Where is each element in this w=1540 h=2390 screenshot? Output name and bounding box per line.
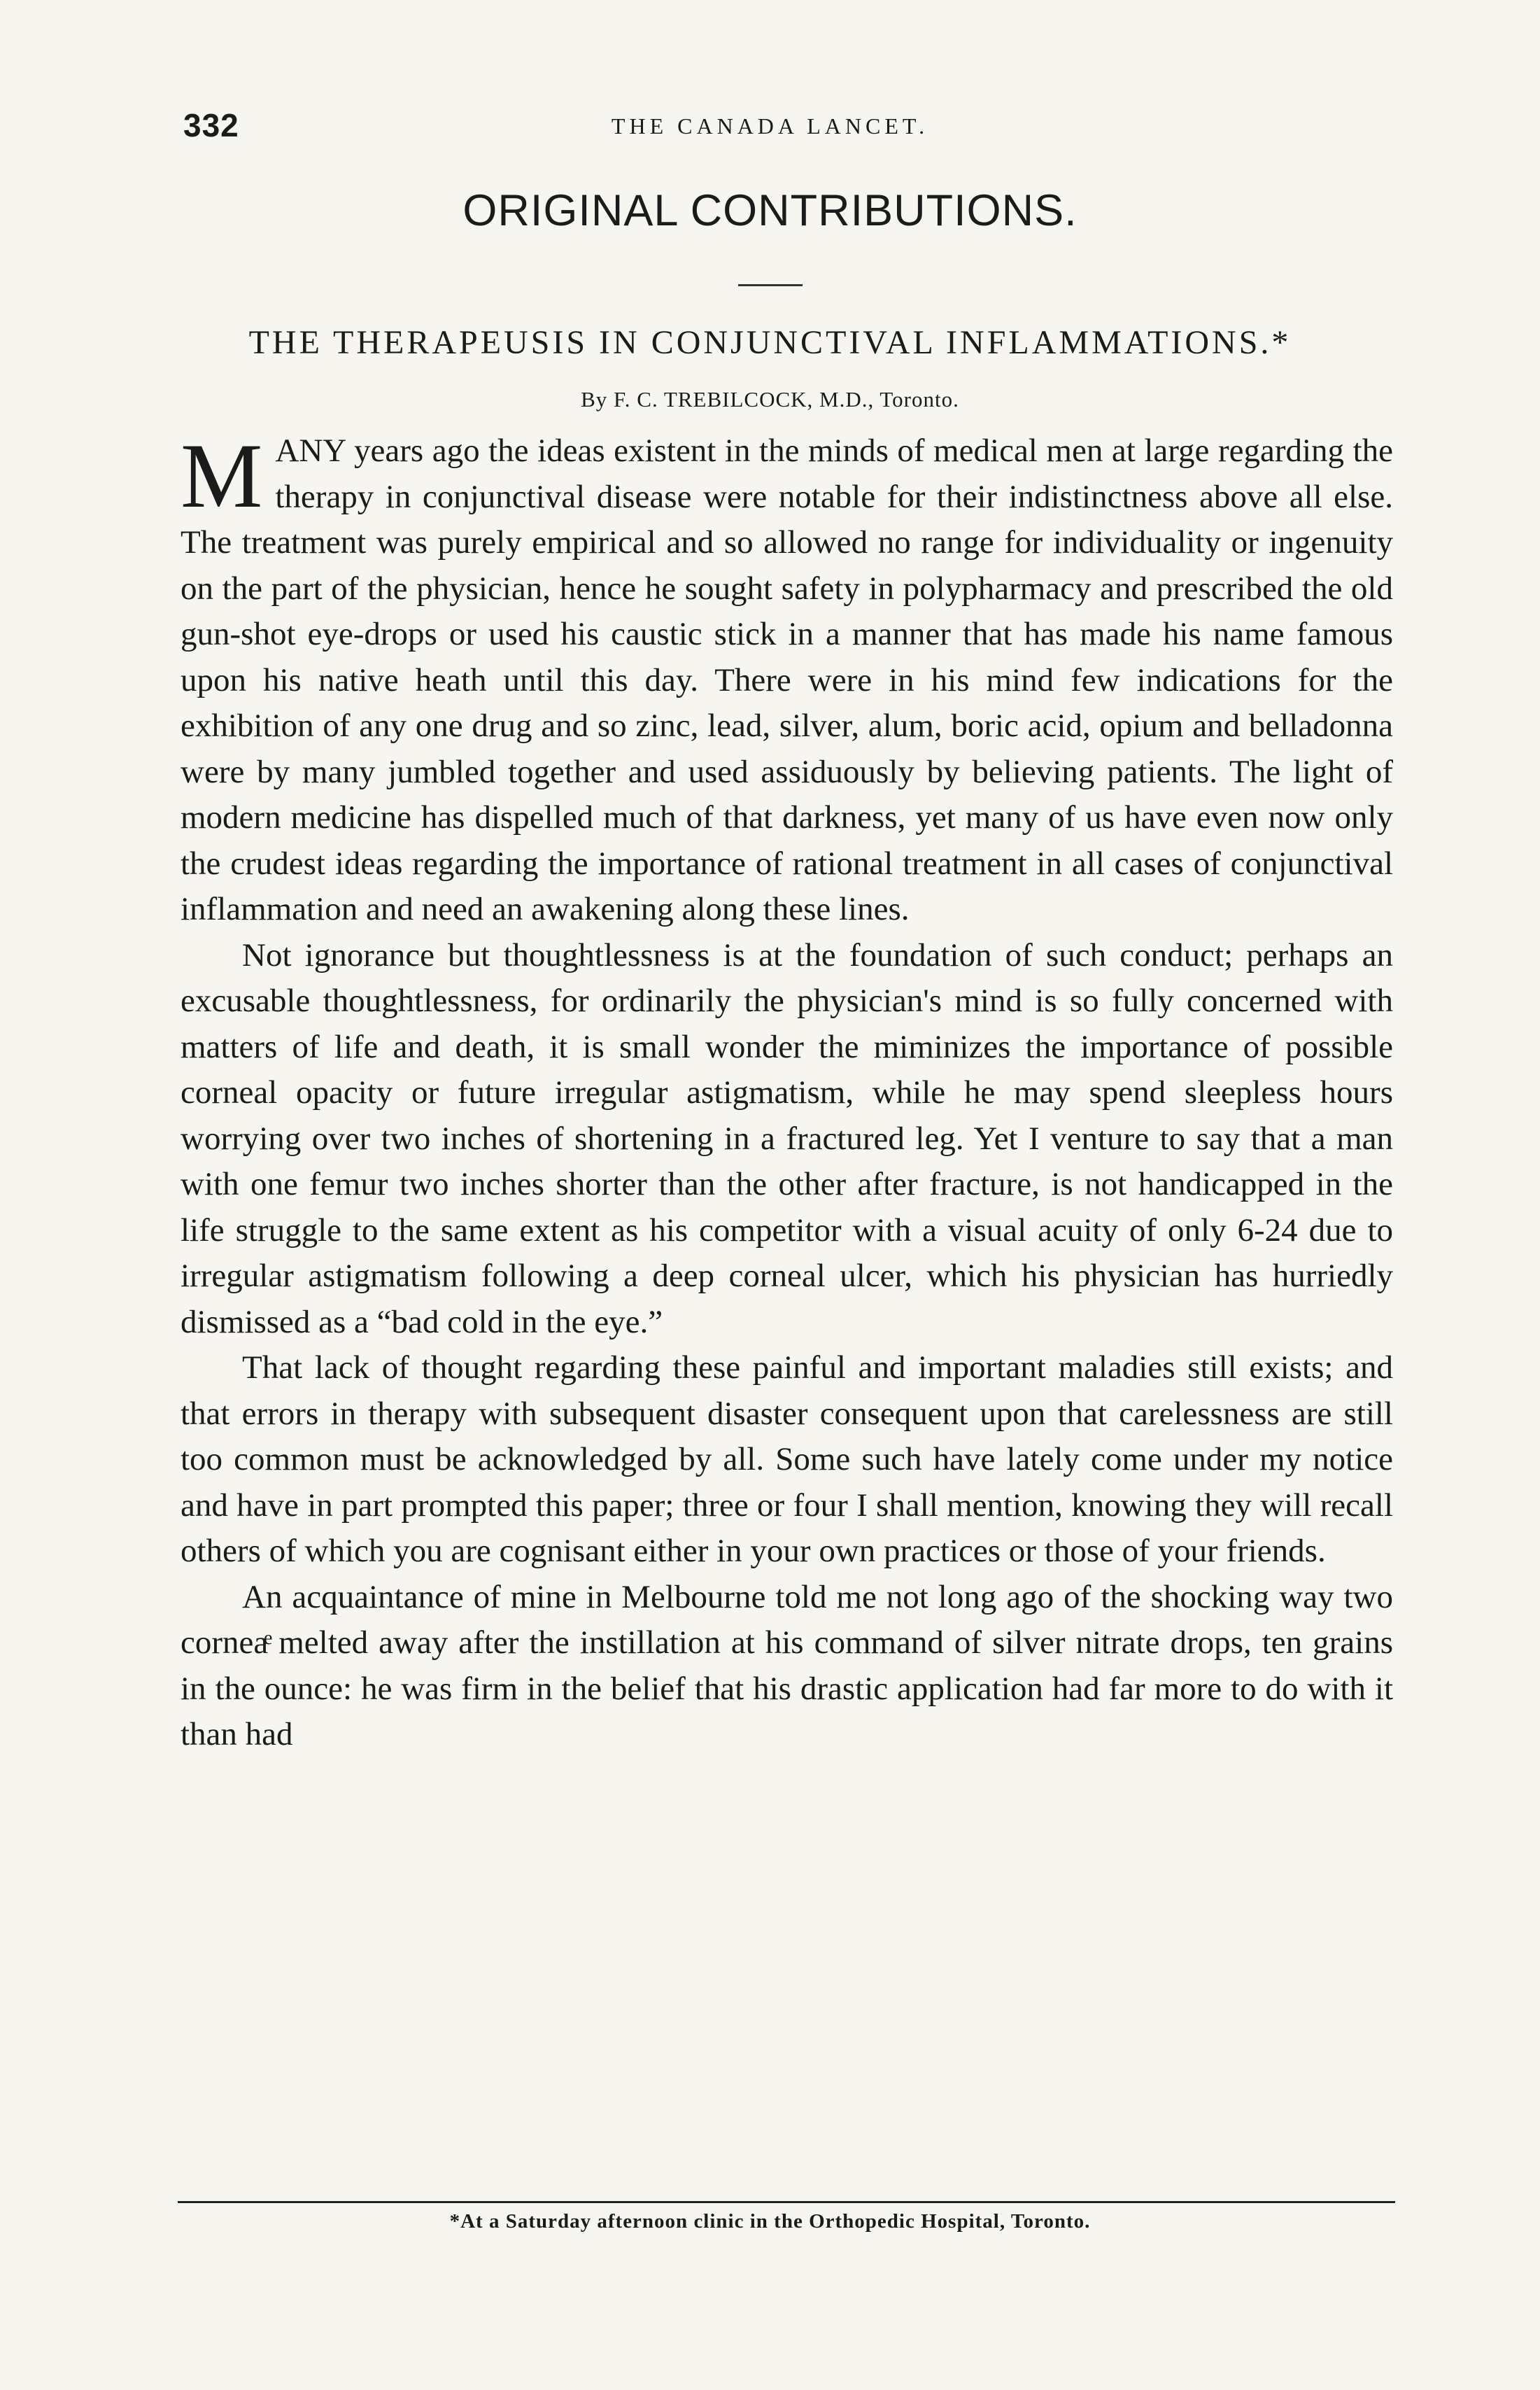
paragraph-2: Not ignorance but thoughtlessness is at the foundation of such conduct; perhaps an excusable thoughtlessness, for ordinarily the physician's mind is so fully concerned with matters of life and death, it is small wonder the miminizes the importance of possible corneal opacity or future irregular astigmatism, while he may spend sleepless hours worrying over two inches of shortening in a fractured leg. Yet I venture to say that a man with one femur two inches shorter than the other after fracture, is not handicapped in the life struggle to the same extent as his competitor with a visual acuity of only 6-24 due to irregular astigmatism following a deep corneal ulcer, which his physician has hurriedly dismissed as a “bad cold in the eye.” xyxy=(181,936,1393,1340)
footnote-divider xyxy=(178,2201,1395,2203)
drop-cap: M xyxy=(181,424,263,527)
paragraph-1-text: ANY years ago the ideas existent in the minds of medical men at large regarding the therapy in conjunctival disease were notable for their indistinctness above all else. The treatment was purely empirical and so allowed no range for individuality or ingenuity on the part of the physician, hence he sought safety in polypharmacy and prescribed the old gun-shot eye-drops or used his caustic stick in a manner that has made his name famous upon his native heath until this day. There were in his mind few indications for the exhibition of any one drug and so zinc, lead, silver, alum, boric acid, opium and belladonna were by many jumbled together and used assiduously by believing patients. The light of modern medicine has dispelled much of that darkness, yet many of us have even now only the crudest ideas regarding the importance of rational treatment in all cases of conjunctival inflammation and need an awakening along these lines. xyxy=(181,433,1393,927)
paragraph-3: That lack of thought regarding these painful and important maladies still exists; and that errors in therapy with subsequent disaster consequent upon that carelessness are still too common must be acknowledged by all. Some such have lately come under my notice and have in part prompted this paper; three or four I shall mention, knowing they will recall others of which you are cognisant either in your own practices or those of your friends. xyxy=(181,1349,1393,1569)
footnote: *At a Saturday afternoon clinic in the Orthopedic Hospital, Toronto. xyxy=(449,2210,1091,2233)
page-number: 332 xyxy=(183,107,239,143)
section-title: ORIGINAL CONTRIBUTIONS. xyxy=(462,186,1078,235)
article-body xyxy=(181,424,1393,1758)
paragraph-4: An acquaintance of mine in Melbourne told me not long ago of the shocking way two corneaͤ melted away after the instillation at his command of silver nitrate drops, ten grains in the ounce: he was firm in the belief that his drastic application had far more to do with it than had xyxy=(181,1578,1393,1752)
article-byline: By F. C. TREBILCOCK, M.D., Toronto. xyxy=(581,387,959,412)
article-title: THE THERAPEUSIS IN CONJUNCTIVAL INFLAMMATIONS.* xyxy=(248,324,1292,361)
paragraph-1 xyxy=(181,424,1393,933)
running-head: THE CANADA LANCET. xyxy=(611,113,929,139)
title-divider xyxy=(738,284,803,286)
